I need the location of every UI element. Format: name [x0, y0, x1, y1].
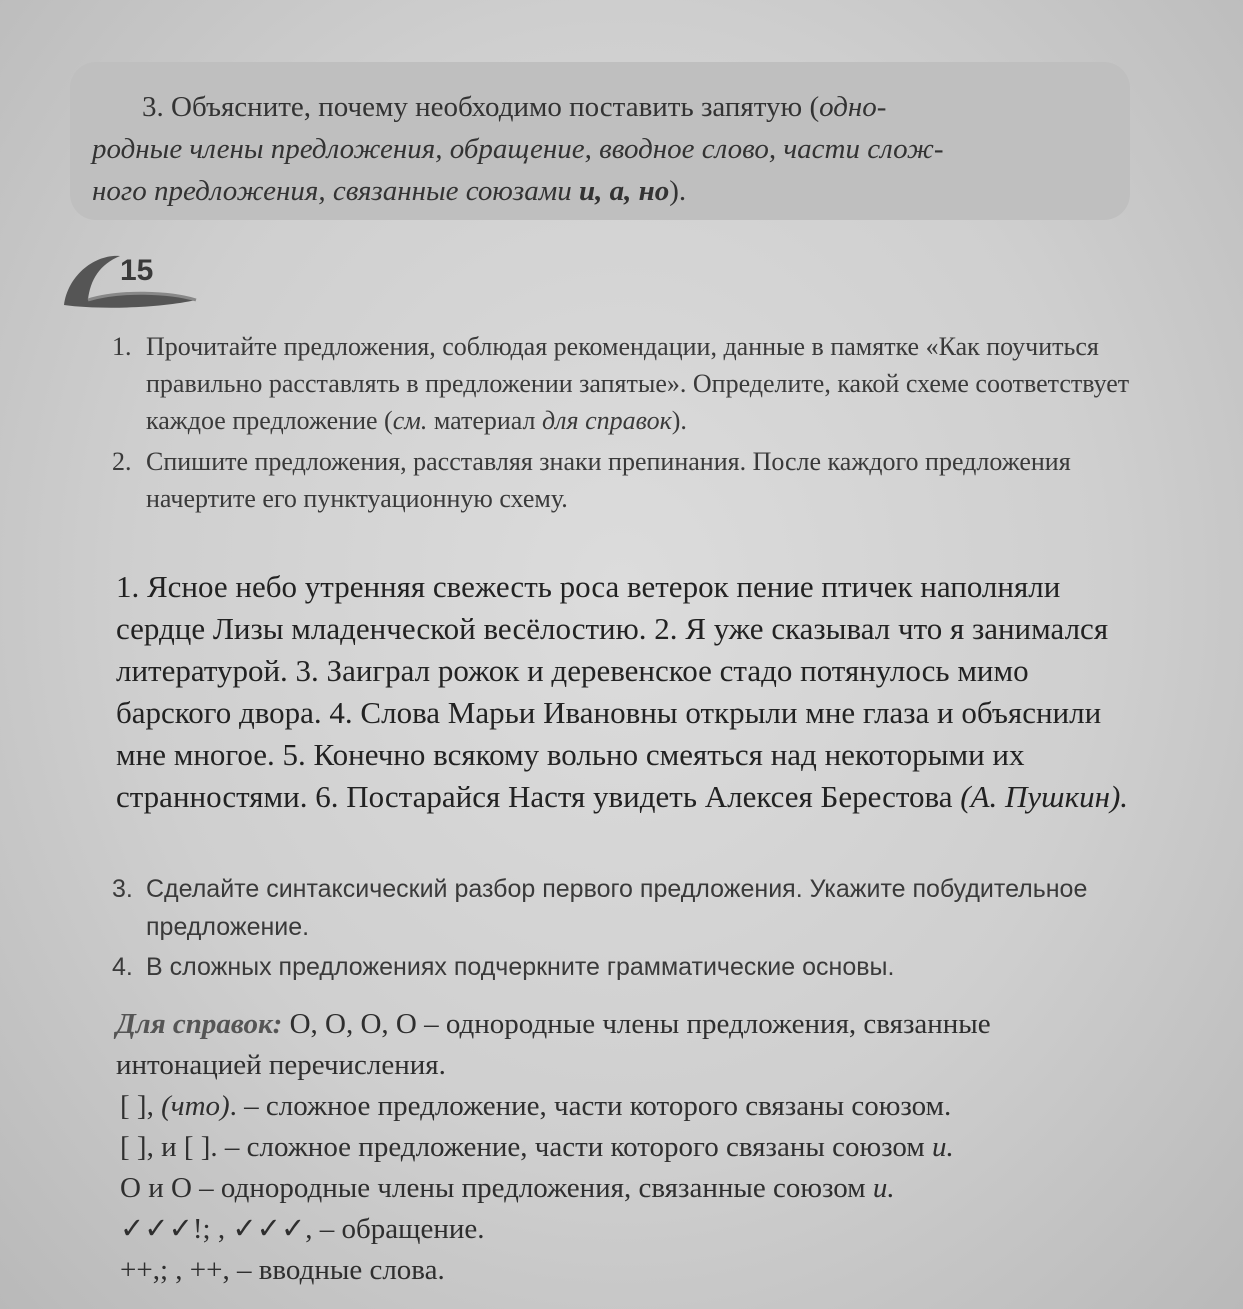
task-box-line-1	[92, 86, 1100, 128]
sentences-author: (А. Пушкин).	[960, 779, 1129, 814]
reference-text: . – сложное предложение, части которого связаны союзом.	[229, 1090, 952, 1122]
reference-text: [ ], и [ ]. – сложное предложение, части которого связаны союзом	[120, 1131, 932, 1163]
reference-italic: и.	[931, 1131, 954, 1163]
instruction-item	[112, 328, 1142, 439]
reference-block	[68, 1004, 1143, 1291]
sentences-paragraph	[68, 566, 1143, 818]
instruction-item	[112, 443, 1142, 517]
instruction-number: 4.	[112, 953, 133, 981]
reference-text: О и О – однородные члены предложения, связанные союзом	[120, 1172, 873, 1204]
task-box-line-2	[92, 128, 1100, 170]
instruction-text-part: ).	[671, 406, 687, 435]
reference-heading: Для справок:	[116, 1008, 283, 1040]
instruction-italic: см.	[392, 406, 428, 435]
instruction-text: Сделайте синтаксический разбор первого предложения. Укажите побудительное предложение.	[146, 875, 1088, 941]
instruction-number: 2.	[112, 447, 132, 476]
reference-line	[68, 1168, 1143, 1209]
instruction-text-part: материал	[427, 406, 543, 435]
instruction-text: В сложных предложениях подчеркните грамматические основы.	[146, 953, 895, 981]
instruction-item	[112, 948, 1142, 986]
instructions-block	[112, 328, 1142, 521]
instruction-number: 3.	[112, 875, 133, 903]
instructions-block-2	[112, 870, 1142, 988]
reference-italic: (что)	[161, 1090, 230, 1122]
instruction-number: 1.	[112, 332, 132, 361]
reference-line: ++,; , ++, – вводные слова.	[120, 1254, 445, 1286]
reference-intro-text: О, О, О, О – однородные члены предложения, связанные интонацией перечисления.	[116, 1008, 991, 1081]
task-text: ).	[669, 175, 687, 207]
task-bold-conjunctions: и, а, но	[578, 175, 670, 207]
task-text: 3. Объясните, почему необходимо поставить запятую (	[142, 91, 820, 123]
instruction-text	[146, 328, 1142, 439]
task-box-line-3	[92, 170, 1100, 212]
instruction-text-part: Прочитайте предложения, соблюдая рекомендации, данные в памятке «Как поучиться правильно расставлять в предложении запятые». Определите, какой схеме соответствует каждое предложение (	[146, 332, 1130, 435]
instruction-text: Спишите предложения, расставляя знаки препинания. После каждого предложения начертите его пунктуационную схему.	[146, 447, 1071, 513]
reference-line	[68, 1127, 1143, 1168]
instruction-italic: для справок	[542, 406, 672, 435]
reference-text: [ ],	[120, 1090, 162, 1122]
task-italic: ного предложения, связанные союзами	[92, 175, 579, 207]
reference-line	[68, 1086, 1143, 1127]
instruction-item	[112, 870, 1142, 946]
reference-intro	[68, 1004, 1143, 1086]
exercise-badge	[60, 250, 200, 310]
reference-italic: и.	[872, 1172, 895, 1204]
exercise-sentences	[68, 566, 1143, 818]
task-italic: родные члены предложения, обращение, вводное слово, части слож-	[92, 133, 944, 165]
reference-line: ✓✓✓!; , ✓✓✓, – обращение.	[120, 1213, 485, 1245]
task-box	[70, 62, 1130, 220]
exercise-number: 15	[120, 254, 154, 287]
sentences-text: 1. Ясное небо утренняя свежесть роса ветерок пение птичек наполняли сердце Лизы младенческой весёлостию. 2. Я уже сказывал что я занимался литературой. 3. Заиграл рожок и деревенское стадо потянулось мимо барского двора. 4. Слова Марьи Ивановны открыли мне глаза и объяснили мне многое. 5. Конечно всякому вольно смеяться над некоторыми их странностями. 6. Постарайся Настя увидеть Алексея Берестова	[116, 569, 1109, 814]
task-italic: одно-	[819, 91, 887, 123]
